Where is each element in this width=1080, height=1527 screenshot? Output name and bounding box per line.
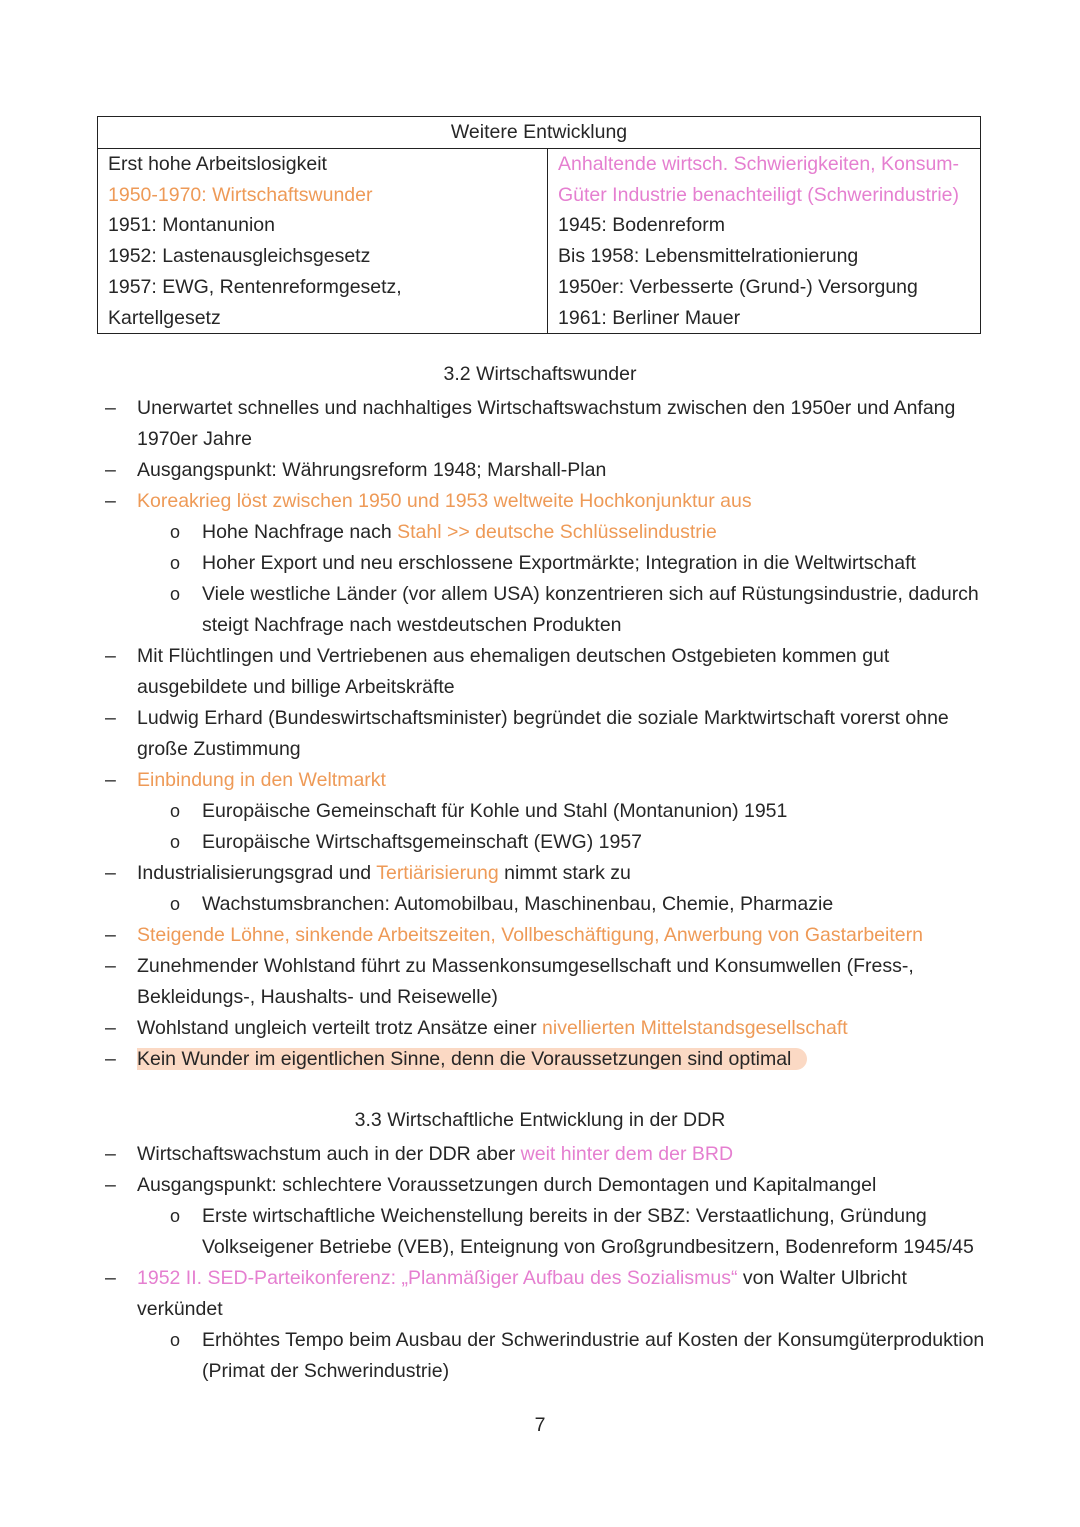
list-item: – Ausgangspunkt: schlechtere Voraussetzungen durch Demontagen und Kapitalmangel	[105, 1174, 877, 1196]
table-header: Weitere Entwicklung	[98, 117, 980, 149]
table-cell: 1952: Lastenausgleichsgesetz	[108, 245, 371, 268]
section-33-list	[0, 1139, 1080, 1387]
table-column-brd	[98, 149, 548, 333]
list-item: – Steigende Löhne, sinkende Arbeitszeiten, Vollbeschäftigung, Anwerbung von Gastarbeitern	[105, 924, 923, 946]
list-item: – 1952 II. SED-Parteikonferenz: „Planmäßiger Aufbau des Sozialismus“ von Walter Ulbricht verkündet	[105, 1267, 907, 1320]
table-cell: Erst hohe Arbeitslosigkeit	[108, 153, 327, 175]
list-item: – Einbindung in den Weltmarkt	[105, 769, 386, 791]
table-cell: Kartellgesetz	[108, 306, 221, 329]
list-item: – Koreakrieg löst zwischen 1950 und 1953 weltweite Hochkonjunktur aus	[105, 490, 752, 512]
table-cell: 1950er: Verbesserte (Grund-) Versorgung	[558, 275, 918, 298]
sub-list-item: o Europäische Wirtschaftsgemeinschaft (EWG) 1957	[170, 831, 643, 853]
table-cell: Anhaltende wirtsch. Schwierigkeiten, Konsum-	[558, 153, 960, 175]
list-item: – Ludwig Erhard (Bundeswirtschaftsminister) begründet die soziale Marktwirtschaft vorerst ohne große Zustimmung	[105, 707, 949, 760]
list-item: – Wohlstand ungleich verteilt trotz Ansätze einer nivellierten Mittelstandsgesellschaft	[105, 1017, 848, 1039]
table-cell: Bis 1958: Lebensmittelrationierung	[558, 245, 859, 268]
sub-list-item: o Erste wirtschaftliche Weichenstellung bereits in der SBZ: Verstaatlichung, Gründung Volkseigener Betriebe (VEB), Enteignung von Großgrundbesitzern, Bodenreform 1945/45	[170, 1205, 974, 1258]
list-item: – Zunehmender Wohlstand führt zu Massenkonsumgesellschaft und Konsumwellen (Fress-, Bekleidungs-, Haushalts- und Reisewelle)	[105, 955, 914, 1008]
sub-list-item: o Erhöhtes Tempo beim Ausbau der Schwerindustrie auf Kosten der Konsumgüterproduktion (Primat der Schwerindustrie)	[170, 1329, 985, 1382]
section-32-list	[0, 393, 1080, 1075]
table-cell: 1951: Montanunion	[108, 214, 275, 237]
list-item: – Unerwartet schnelles und nachhaltiges Wirtschaftswachstum zwischen den 1950er und Anfang 1970er Jahre	[105, 397, 956, 450]
list-item: – Ausgangspunkt: Währungsreform 1948; Marshall-Plan	[105, 459, 607, 481]
table-column-ddr	[548, 149, 980, 333]
table-cell: 1961: Berliner Mauer	[558, 306, 741, 329]
sub-list-item: o Hoher Export und neu erschlossene Exportmärkte; Integration in die Weltwirtschaft	[170, 552, 916, 574]
list-item: – Wirtschaftswachstum auch in der DDR aber weit hinter dem der BRD	[105, 1143, 734, 1165]
sub-list-item: o Viele westliche Länder (vor allem USA) konzentrieren sich auf Rüstungsindustrie, dadurch steigt Nachfrage nach westdeutschen Produkten	[170, 583, 979, 636]
development-table	[97, 116, 981, 334]
sub-list-item: o Hohe Nachfrage nach Stahl >> deutsche Schlüsselindustrie	[170, 521, 717, 543]
list-item-highlighted: – Kein Wunder im eigentlichen Sinne, denn die Voraussetzungen sind optimal	[0, 1044, 987, 1075]
table-cell: 1945: Bodenreform	[558, 214, 725, 237]
section-heading-wirtschaftswunder: 3.2 Wirtschaftswunder	[443, 363, 637, 385]
page-number: 7	[534, 1414, 546, 1436]
list-item: – Industrialisierungsgrad und Tertiärisierung nimmt stark zu	[105, 862, 631, 884]
sub-list-item: o Europäische Gemeinschaft für Kohle und Stahl (Montanunion) 1951	[170, 800, 788, 822]
table-cell: 1950-1970: Wirtschaftswunder	[108, 183, 373, 206]
table-cell: 1957: EWG, Rentenreformgesetz,	[108, 275, 402, 298]
section-heading-ddr: 3.3 Wirtschaftliche Entwicklung in der DDR	[354, 1109, 726, 1131]
sub-list-item: o Wachstumsbranchen: Automobilbau, Maschinenbau, Chemie, Pharmazie	[170, 893, 834, 915]
list-item: – Mit Flüchtlingen und Vertriebenen aus ehemaligen deutschen Ostgebieten kommen gut ausgebildete und billige Arbeitskräfte	[105, 645, 890, 698]
table-cell: Güter Industrie benachteiligt (Schwerindustrie)	[558, 183, 960, 206]
